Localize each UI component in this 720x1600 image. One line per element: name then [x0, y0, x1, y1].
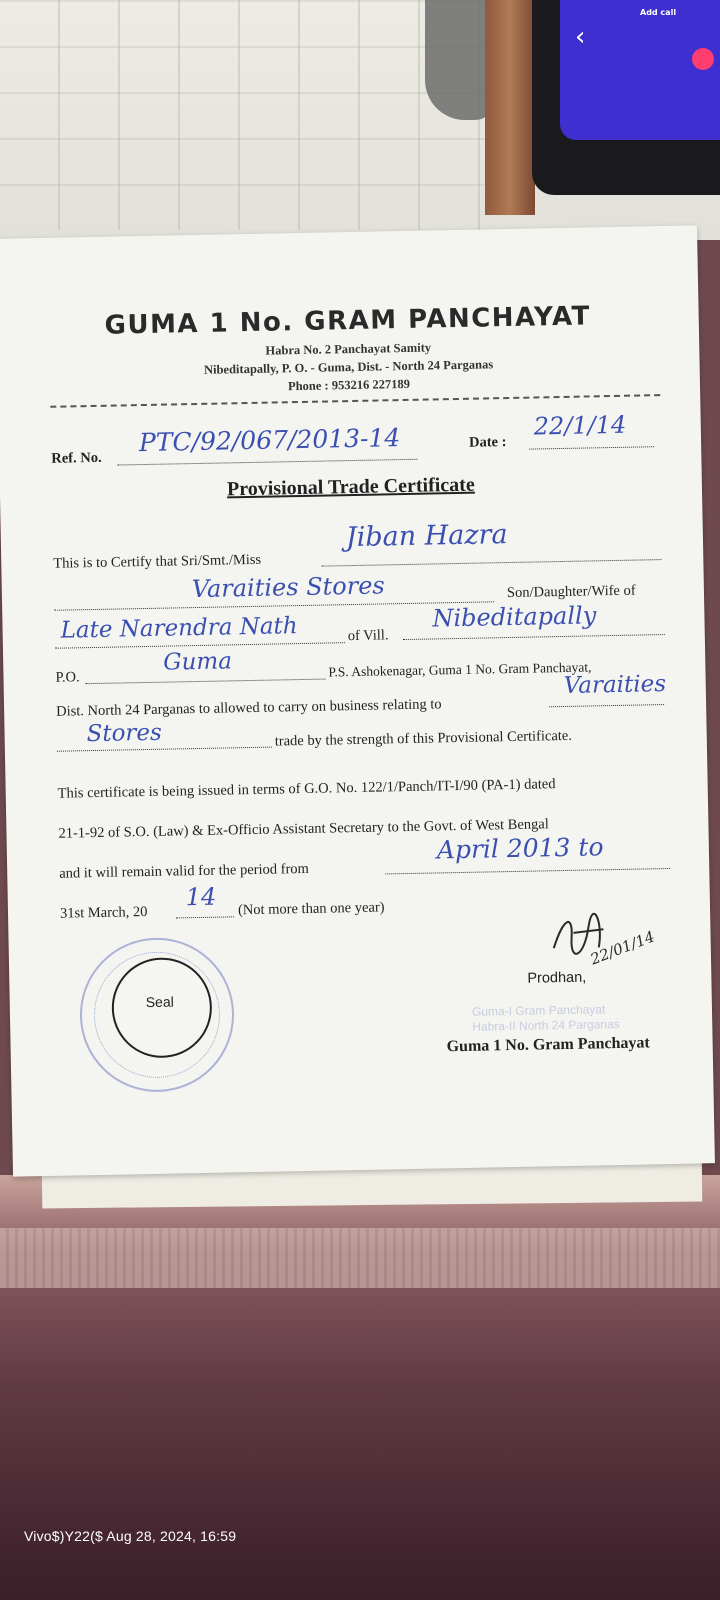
- certificate-subtitle-samity: Habra No. 2 Panchayat Samity: [265, 340, 432, 358]
- business-dotted-line: [549, 704, 664, 707]
- phone-screen: [560, 0, 720, 140]
- faint-stamp-line-2: Habra-II North 24 Parganas: [472, 1016, 620, 1034]
- certificate-heading: Provisional Trade Certificate: [226, 473, 475, 501]
- business-type-handwritten-1: Varaities: [563, 671, 667, 699]
- ref-number-handwritten: PTC/92/067/2013-14: [138, 423, 401, 458]
- issued-line-1: This certificate is being issued in terms of G.O. No. 122/1/Panch/IT-I/90 (PA-1) dated: [57, 776, 556, 802]
- valid-from-handwritten: April 2013 to: [436, 832, 604, 865]
- business-type-handwritten-2: Stores: [86, 719, 163, 748]
- ref-dotted-line: [117, 459, 417, 466]
- ps-text: P.S. Ashokenagar, Guma 1 No. Gram Panchayat,: [328, 659, 592, 680]
- seal-label: Seal: [145, 993, 174, 1011]
- po-dotted-line: [86, 679, 326, 685]
- year-dotted-line: [176, 916, 234, 918]
- po-label: P.O.: [55, 669, 80, 686]
- business-name-dotted-line: [54, 601, 494, 610]
- not-more-text: (Not more than one year): [237, 899, 385, 919]
- march-label: 31st March, 20: [59, 904, 148, 922]
- phone-add-call-label: Add call: [640, 8, 677, 17]
- certificate-phone: Phone : 953216 227189: [287, 376, 410, 394]
- date-handwritten: 22/1/14: [533, 410, 627, 441]
- ref-label: Ref. No.: [51, 449, 102, 467]
- holder-name-handwritten: Jiban Hazra: [345, 519, 508, 554]
- name-dotted-line: [321, 559, 661, 567]
- vill-label: of Vill.: [347, 627, 389, 645]
- father-dotted-line: [55, 642, 345, 649]
- relation-label: Son/Daughter/Wife of: [506, 582, 636, 602]
- dist-text: Dist. North 24 Parganas to allowed to carry on business relating to: [55, 696, 442, 720]
- village-handwritten: Nibeditapally: [432, 601, 597, 633]
- valid-label: and it will remain valid for the period from: [59, 860, 310, 882]
- certificate-subtitle-address: Nibeditapally, P. O. - Guma, Dist. - North 24 Parganas: [203, 357, 494, 377]
- business-cont-dotted-line: [57, 747, 272, 752]
- date-dotted-line: [529, 446, 654, 449]
- camera-watermark: Vivo$)Y22($ Aug 28, 2024, 16:59: [24, 1528, 237, 1544]
- trade-text: trade by the strength of this Provisional Certificate.: [274, 727, 573, 750]
- prodhan-label: Prodhan,: [527, 969, 587, 987]
- issued-line-2: 21-1-92 of S.O. (Law) & Ex-Officio Assistant Secretary to the Govt. of West Bengal: [58, 816, 549, 842]
- faint-stamp-line-1: Guma-I Gram Panchayat: [471, 1002, 606, 1019]
- business-name-handwritten: Varaities Stores: [191, 571, 385, 604]
- certificate-title: GUMA 1 No. GRAM PANCHAYAT: [104, 301, 592, 341]
- background-ribbon: [0, 1228, 720, 1288]
- signature-date: 22/01/14: [587, 927, 658, 969]
- post-office-handwritten: Guma: [162, 648, 233, 676]
- father-name-handwritten: Late Narendra Nath: [60, 613, 298, 644]
- date-label: Date :: [468, 434, 507, 451]
- footer-org: Guma 1 No. Gram Panchayat: [446, 1034, 650, 1056]
- trade-certificate: [0, 225, 715, 1176]
- phone-end-call-dot: [692, 48, 714, 70]
- background-wood: [485, 0, 535, 215]
- chevron-left-icon: ‹: [575, 22, 586, 52]
- vill-dotted-line: [403, 634, 665, 640]
- year-handwritten: 14: [185, 882, 217, 912]
- certify-label: This is to Certify that Sri/Smt./Miss: [53, 551, 262, 572]
- valid-dotted-line: [385, 868, 670, 874]
